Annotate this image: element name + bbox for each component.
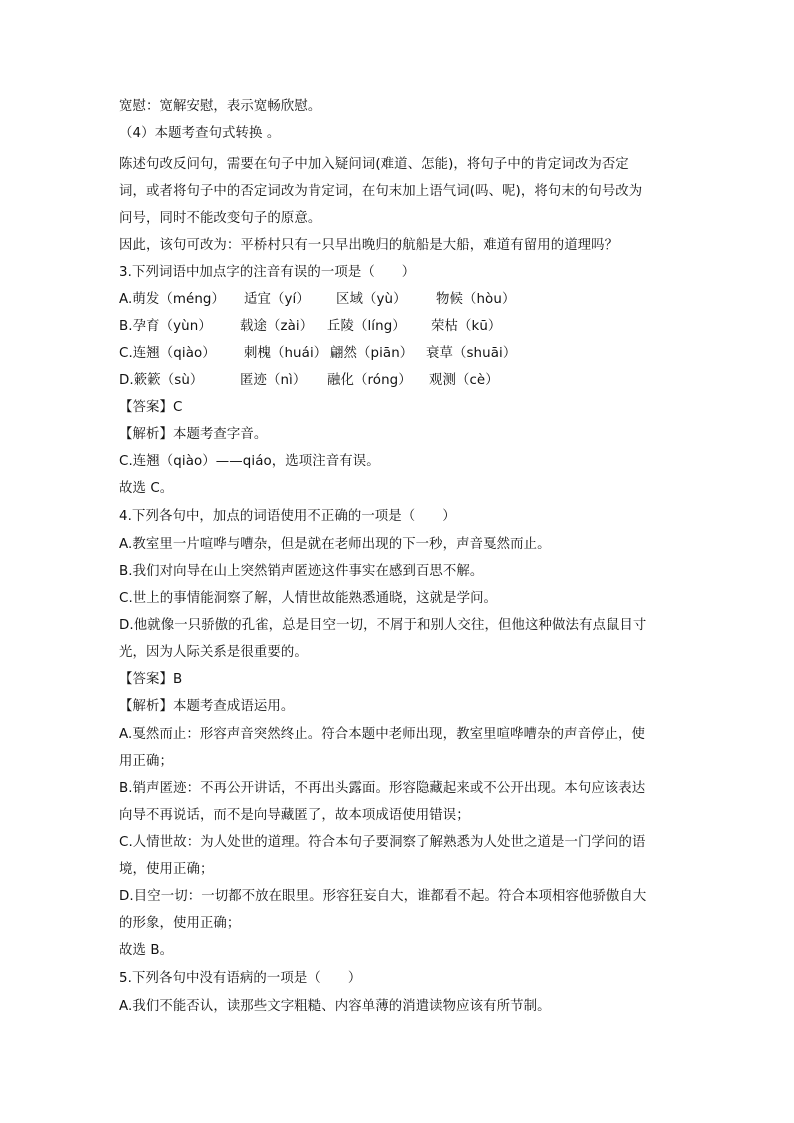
text-line: C.连翘（qiào）——qiáo，选项注音有误。 bbox=[119, 454, 380, 469]
option-c-word-4: 衰草（shuāi） bbox=[426, 346, 517, 361]
option-c-word-3: 翩然（piān） bbox=[330, 346, 414, 361]
text-line: C.人情世故：为人处世的道理。符合本句子要洞察了解熟悉为人处世之道是一门学问的语 bbox=[119, 835, 646, 850]
answer-label: 【答案】C bbox=[119, 400, 183, 415]
text-line: 用正确； bbox=[119, 754, 173, 769]
option-d-word-1: D.簌簌（sù） bbox=[119, 373, 204, 388]
text-line: 向导不再说话，而不是向导藏匿了，故本项成语使用错误； bbox=[119, 808, 470, 823]
option-d-word-3: 融化（róng） bbox=[327, 373, 412, 388]
option-a-word-3: 区域（yù） bbox=[336, 292, 407, 307]
text-line: 境，使用正确； bbox=[119, 862, 214, 877]
analysis-label: 【解析】本题考查成语运用。 bbox=[119, 699, 295, 714]
analysis-label: 【解析】本题考查字音。 bbox=[119, 427, 268, 442]
option-c-word-2: 刺槐（huái） bbox=[244, 346, 328, 361]
text-line: A.戛然而止：形容声音突然终止。符合本题中老师出现，教室里喧哗嘈杂的声音停止，使 bbox=[119, 727, 646, 742]
option-b-row bbox=[119, 317, 501, 336]
text-line: 的形象，使用正确； bbox=[119, 916, 241, 931]
text-line: 词，或者将句子中的否定词改为肯定词，在句末加上语气词(吗、呢)，将句末的句号改为 bbox=[119, 184, 643, 199]
option-b-word-2: 载途（zài） bbox=[240, 319, 314, 334]
text-line: 宽慰：宽解安慰，表示宽畅欣慰。 bbox=[119, 99, 322, 114]
option-a-word-2: 适宜（yí） bbox=[244, 292, 310, 307]
text-line: D.目空一切：一切都不放在眼里。形容狂妄自大，谁都看不起。符合本项相容他骄傲自大 bbox=[119, 889, 647, 904]
text-line: B.销声匿迹：不再公开讲话，不再出头露面。形容隐藏起来或不公开出现。本句应该表达 bbox=[119, 781, 646, 796]
option-c-row bbox=[119, 344, 516, 363]
option-c-word-1: C.连翘（qiào） bbox=[119, 346, 216, 361]
text-line: A.教室里一片喧哗与嘈杂，但是就在老师出现的下一秒，声音戛然而止。 bbox=[119, 537, 551, 552]
text-line: C.世上的事情能洞察了解，人情世故能熟悉通晓，这就是学问。 bbox=[119, 591, 498, 606]
text-line: （4）本题考查句式转换 。 bbox=[119, 126, 281, 141]
text-line: A.我们不能否认，读那些文字粗糙、内容单薄的消遣读物应该有所节制。 bbox=[119, 999, 551, 1014]
text-line: 光，因为人际关系是很重要的。 bbox=[119, 645, 308, 660]
text-line: 问号，同时不能改变句子的原意。 bbox=[119, 211, 322, 226]
option-b-word-3: 丘陵（líng） bbox=[327, 319, 406, 334]
question-3-stem: 3.下列词语中加点字的注音有误的一项是（ ） bbox=[119, 265, 416, 280]
text-line: 故选 C。 bbox=[119, 481, 174, 496]
option-b-word-4: 荣枯（kū） bbox=[431, 319, 502, 334]
text-line: 故选 B。 bbox=[119, 943, 174, 958]
option-d-word-2: 匿迹（nì） bbox=[240, 373, 307, 388]
question-5-stem: 5.下列各句中没有语病的一项是（ ） bbox=[119, 971, 362, 986]
option-b-word-1: B.孕育（yùn） bbox=[119, 319, 212, 334]
text-line: D.他就像一只骄傲的孔雀，总是目空一切，不屑于和别人交往，但他这种做法有点鼠目寸 bbox=[119, 618, 647, 633]
question-4-stem: 4.下列各句中，加点的词语使用不正确的一项是（ ） bbox=[119, 509, 456, 524]
option-d-word-4: 观测（cè） bbox=[429, 373, 499, 388]
option-a-row bbox=[119, 290, 515, 309]
text-line: 因此，该句可改为：平桥村只有一只早出晚归的航船是大船，难道有留用的道理吗？ bbox=[119, 238, 619, 253]
text-line: B.我们对向导在山上突然销声匿迹这件事实在感到百思不解。 bbox=[119, 564, 484, 579]
option-a-word-1: A.萌发（méng） bbox=[119, 292, 226, 307]
option-a-word-4: 物候（hòu） bbox=[436, 292, 516, 307]
option-d-row bbox=[119, 371, 499, 390]
text-line: 陈述句改反问句，需要在句子中加入疑问词(难道、怎能)，将句子中的肯定词改为否定 bbox=[119, 157, 629, 172]
answer-label: 【答案】B bbox=[119, 672, 183, 687]
